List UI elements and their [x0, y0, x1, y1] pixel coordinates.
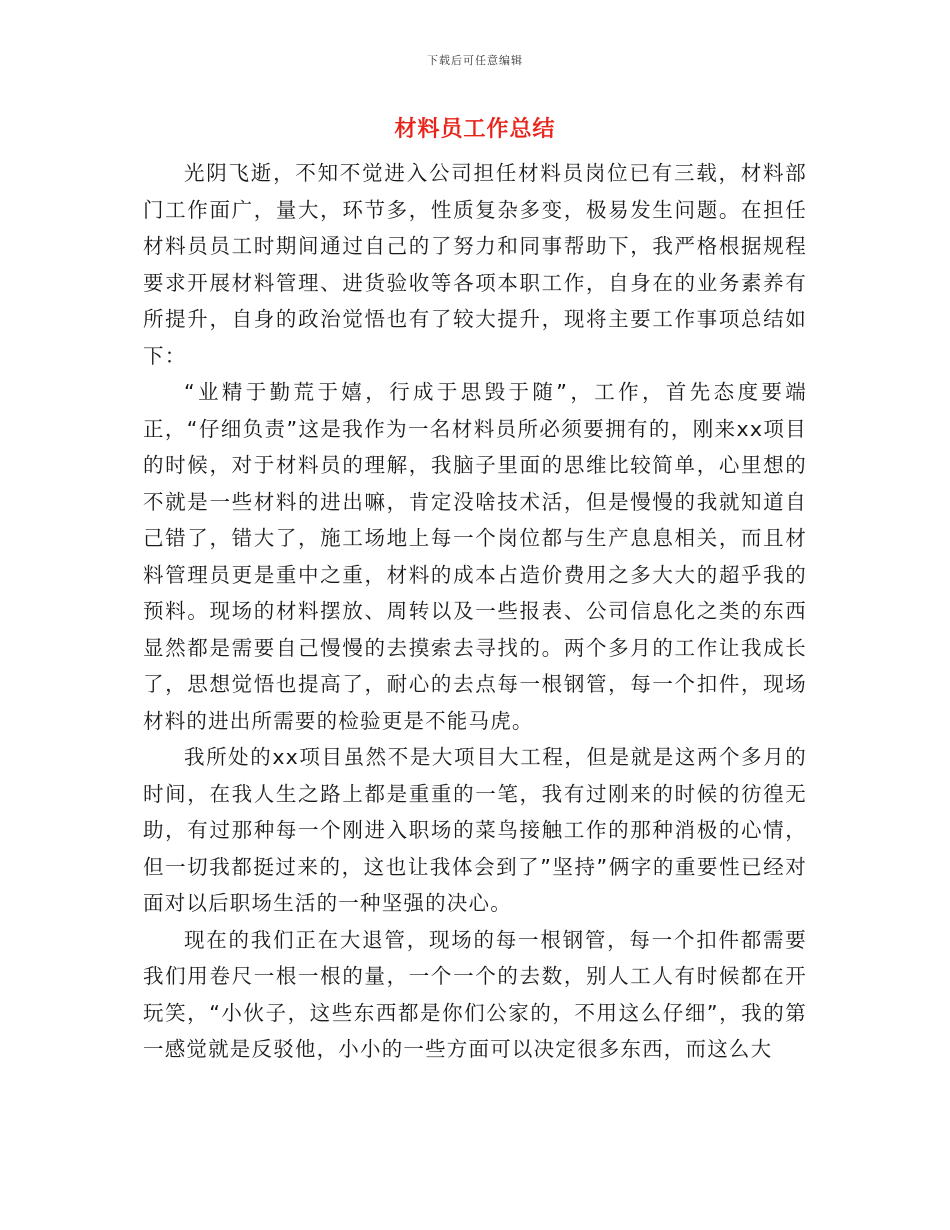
paragraph-2: “业精于勤荒于嬉，行成于思毁于随”，工作，首先态度要端正，“仔细负责”这是我作为一名材料员所必须要拥有的，刚来xx项目的时候，对于材料员的理解，我脑子里面的思维比较简单，心里想的不就是一些材料的进出嘛，肯定没啥技术活，但是慢慢的我就知道自己错了，错大了，施工场地上每一个岗位都与生产息息相关，而且材料管理员更是重中之重，材料的成本占造价费用之多大大的超乎我的预料。现场的材料摆放、周转以及一些报表、公司信息化之类的东西显然都是需要自己慢慢的去摸索去寻找的。两个多月的工作让我成长了，思想觉悟也提高了，耐心的去点每一根钢管，每一个扣件，现场材料的进出所需要的检验更是不能马虎。: [143, 380, 807, 733]
header-note: 下载后可任意编辑: [427, 54, 523, 67]
paragraph-1: 光阴飞逝，不知不觉进入公司担任材料员岗位已有三载，材料部门工作面广，量大，环节多，性质复杂多变，极易发生问题。在担任材料员员工时期间通过自己的了努力和同事帮助下，我严格根据规程要求开展材料管理、进货验收等各项本职工作，自身在的业务素养有所提升，自身的政治觉悟也有了较大提升，现将主要工作事项总结如下：: [143, 161, 807, 368]
body-text: [143, 155, 807, 1068]
page-title: 材料员工作总结: [394, 117, 556, 142]
paragraph-3: 我所处的xx项目虽然不是大项目大工程，但是就是这两个多月的时间，在我人生之路上都是重重的一笔，我有过刚来的时候的彷徨无助，有过那种每一个刚进入职场的菜鸟接触工作的那种消极的心情，但一切我都挺过来的，这也让我体会到了”坚持”俩字的重要性已经对面对以后职场生活的一种坚强的决心。: [143, 745, 807, 915]
paragraph-4: 现在的我们正在大退管，现场的每一根钢管，每一个扣件都需要我们用卷尺一根一根的量，一个一个的去数，别人工人有时候都在开玩笑，“小伙子，这些东西都是你们公家的，不用这么仔细”，我的第一感觉就是反驳他，小小的一些方面可以决定很多东西，而这么大: [143, 927, 807, 1061]
